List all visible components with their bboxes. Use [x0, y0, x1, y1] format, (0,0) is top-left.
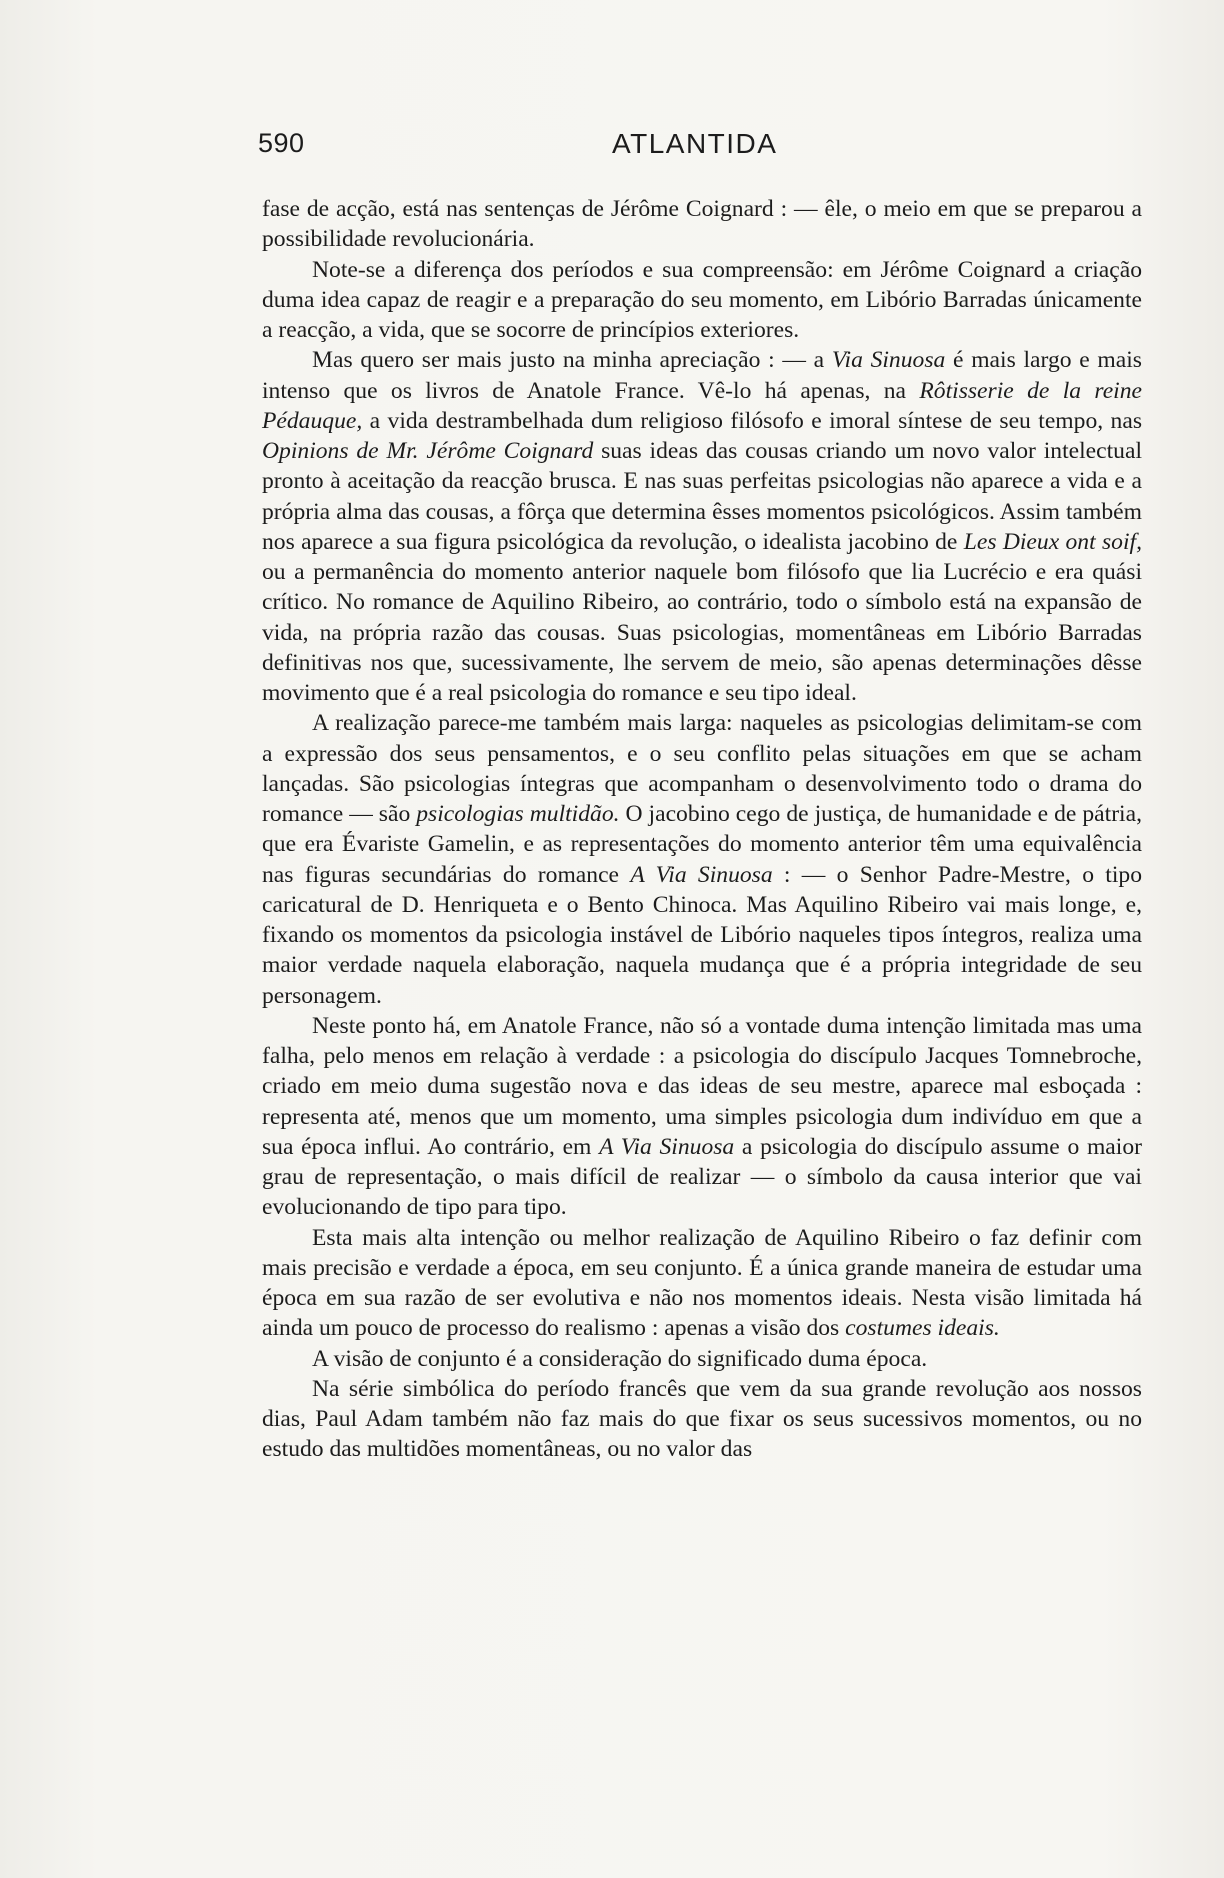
- italic-title-text: A Via Sinuosa: [599, 1133, 735, 1160]
- paragraph-text: a vida destrambelhada dum religioso filósofo e imoral síntese de seu tempo, nas: [362, 407, 1142, 434]
- paragraph: [262, 1374, 1142, 1465]
- paragraph: [262, 1011, 1142, 1223]
- page-header: [0, 128, 1224, 168]
- paragraph: [262, 1223, 1142, 1344]
- italic-title-text: psicologias multidão.: [416, 801, 620, 827]
- italic-title-text: A Via Sinuosa: [630, 861, 773, 888]
- italic-title-text: Les Dieux ont soif,: [963, 528, 1142, 555]
- paragraph-text: Neste ponto há, em Anatole France, não só a vontade duma intenção limitada mas uma falha, pelo menos em relação à verdade : a psicologia do discípulo Jacques Tomnebroche, criado em meio duma sugestão nova e das ideas de seu mestre, aparece mal esboçada : representa até, menos que um momento, uma simples psicologia dum indivíduo em que a sua época influi. Ao contrário, em: [262, 1012, 1142, 1160]
- paragraph-text: é mais largo e mais intenso que os livros de Anatole France. Vê-lo há apenas, na: [262, 347, 1142, 404]
- paragraph: [262, 345, 1142, 708]
- running-title: ATLANTIDA: [612, 128, 778, 159]
- paragraph-text: : — o Senhor Padre-Mestre, o tipo caricatural de D. Henriqueta e o Bento Chinoca. Mas Aquilino Ribeiro vai mais longe, e, fixando os momentos da psicologia instável de Libório naqueles tipos íntegros, realiza uma maior verdade naquela elaboração, naquela mudança que é a própria integridade de seu personagem.: [262, 861, 1142, 1009]
- italic-title-text: Opinions de Mr. Jérôme Coignard: [262, 438, 594, 464]
- paragraph-text: ou a permanência do momento anterior naquele bom filósofo que lia Lucrécio e era quási crítico. No romance de Aquilino Ribeiro, ao contrário, todo o símbolo está na expansão de vida, na própria razão das cousas. Suas psicologias, momentâneas em Libório Barradas definitivas nos que, sucessivamente, lhe servem de meio, são apenas determinações dêsse movimento que é a real psicologia do romance e seu tipo ideal.: [262, 559, 1142, 706]
- paragraph: [262, 1344, 1142, 1374]
- italic-title-text: Via Sinuosa: [831, 347, 946, 374]
- italic-title-text: costumes ideais.: [845, 1315, 1000, 1342]
- paragraph-text: Esta mais alta intenção ou melhor realização de Aquilino Ribeiro o faz definir com mais precisão e verdade a época, em seu conjunto. É a única grande maneira de estudar uma época em sua razão de ser evolutiva e não nos momentos ideais. Nesta visão limitada há ainda um pouco de processo do realismo : apenas a visão dos: [262, 1224, 1142, 1342]
- paragraph-text: a psicologia do discípulo assume o maior grau de representação, o mais difícil de realizar — o símbolo da causa interior que vai evolucionando de tipo para tipo.: [262, 1133, 1142, 1221]
- page-number: 590: [258, 128, 305, 158]
- paragraph: [262, 708, 1142, 1011]
- paragraph-text: A visão de conjunto é a consideração do significado duma época.: [312, 1345, 928, 1372]
- paragraph-text: Note-se a diferença dos períodos e sua compreensão: em Jérôme Coignard a criação duma idea capaz de reagir e a preparação do seu momento, em Libório Barradas únicamente a reacção, a vida, que se socorre de princípios exteriores.: [262, 256, 1142, 343]
- paragraph: [262, 194, 1142, 255]
- italic-title-text: Rôtisserie de la reine Pédauque,: [262, 377, 1142, 434]
- paragraph-text: fase de acção, está nas sentenças de Jérôme Coignard : — êle, o meio em que se preparou a possibilidade revolucionária.: [262, 196, 1142, 253]
- paragraph-text: suas ideas das cousas criando um novo valor intelectual pronto à aceitação da reacção brusca. E nas suas perfeitas psicologias não aparece a vida e a própria alma das cousas, a fôrça que determina êsses momentos psicológicos. Assim também nos aparece a sua figura psicológica da revolução, o idealista jacobino de: [262, 438, 1142, 555]
- body-text: [262, 194, 1142, 1465]
- paragraph-text: A realização parece-me também mais larga: naqueles as psicologias delimitam-se com a expressão dos seus pensamentos, e o seu conflito pelas situações em que se acham lançadas. São psicologias íntegras que acompanham o desenvolvimento todo o drama do romance — são: [262, 710, 1142, 827]
- paragraph: [262, 255, 1142, 346]
- paragraph-text: Mas quero ser mais justo na minha apreciação : — a: [312, 347, 832, 374]
- paragraph-text: O jacobino cego de justiça, de humanidade e de pátria, que era Évariste Gamelin, e as representações do momento anterior têm uma equivalência nas figuras secundárias do romance: [262, 801, 1142, 888]
- paragraph-text: Na série simbólica do período francês que vem da sua grande revolução aos nossos dias, Paul Adam também não faz mais do que fixar os seus sucessivos momentos, ou no estudo das multidões momentâneas, ou no valor das: [262, 1375, 1142, 1463]
